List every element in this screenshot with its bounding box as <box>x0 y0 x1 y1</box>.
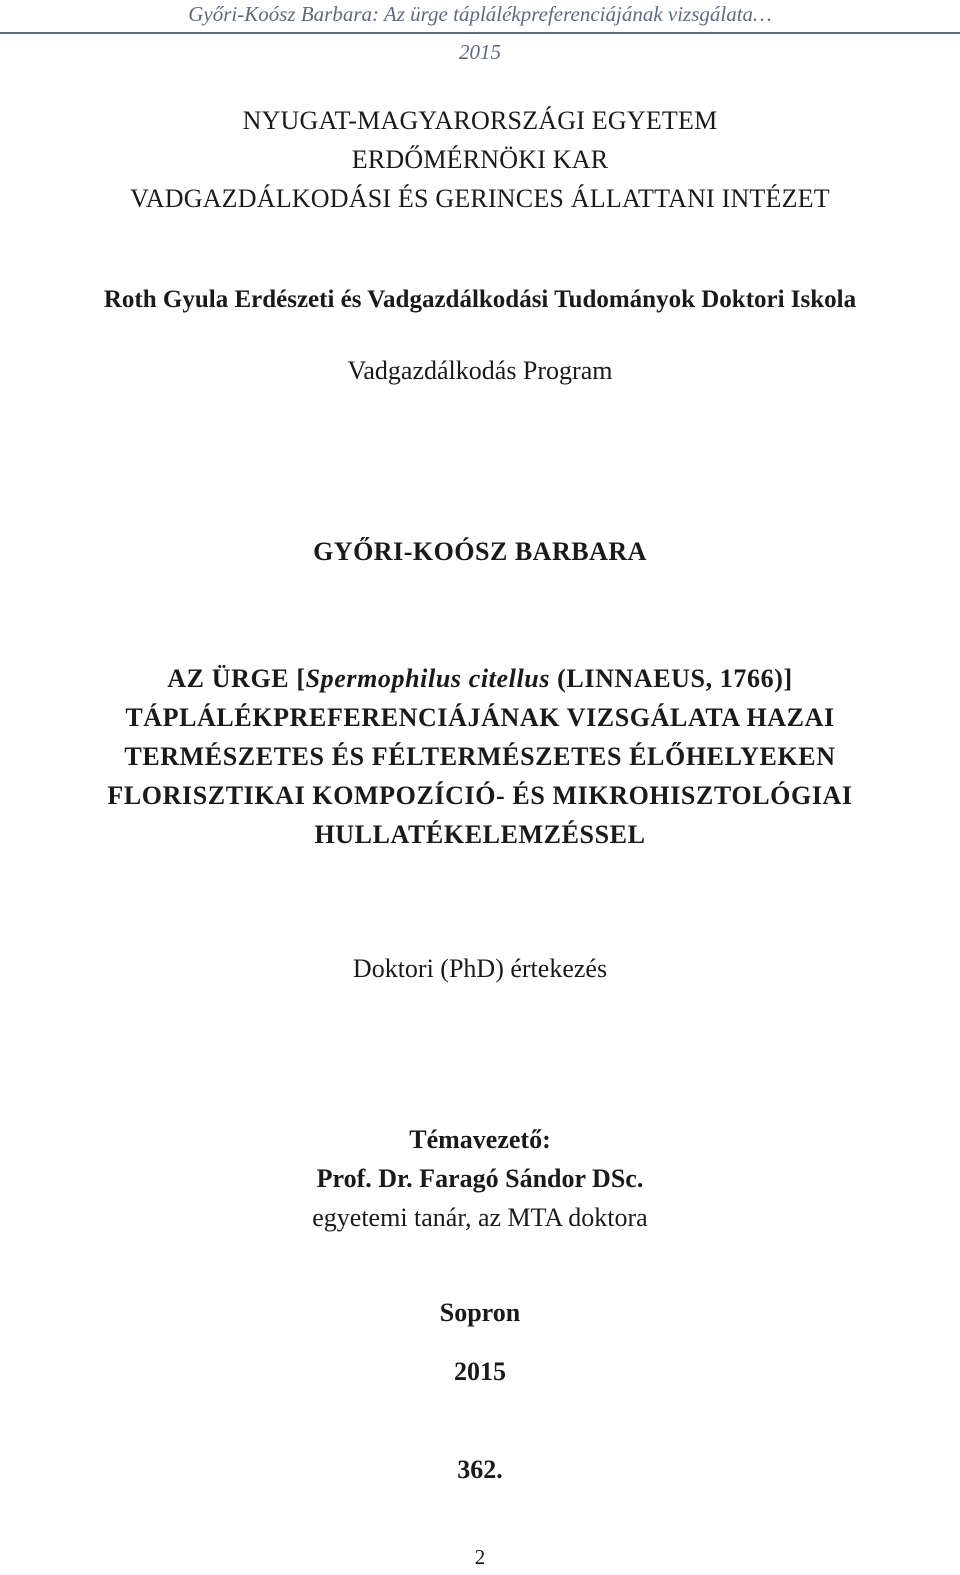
thesis-title <box>0 659 960 854</box>
university-name: NYUGAT-MAGYARORSZÁGI EGYETEM <box>242 106 718 135</box>
title-line-4: FLORISZTIKAI KOMPOZÍCIÓ- ÉS MIKROHISZTOLÓGIAI <box>107 781 853 810</box>
program-name: Vadgazdálkodás Program <box>347 356 613 385</box>
faculty-name: ERDŐMÉRNÖKI KAR <box>351 145 609 174</box>
degree-type: Doktori (PhD) értekezés <box>352 954 608 983</box>
city: Sopron <box>439 1298 521 1327</box>
institute-name: VADGAZDÁLKODÁSI ÉS GERINCES ÁLLATTANI INTÉZET <box>130 184 830 213</box>
supervisor-position: egyetemi tanár, az MTA doktora <box>312 1203 648 1232</box>
title-line-2: TÁPLÁLÉKPREFERENCIÁJÁNAK VIZSGÁLATA HAZAI <box>125 703 835 732</box>
year: 2015 <box>454 1357 506 1386</box>
supervisor-block <box>0 1120 960 1237</box>
supervisor-label: Témavezető: <box>409 1125 551 1154</box>
title-line-3: TERMÉSZETES ÉS FÉLTERMÉSZETES ÉLŐHELYEKEN <box>124 742 836 771</box>
header-rule <box>0 32 960 34</box>
title-line-5: HULLATÉKELEMZÉSSEL <box>314 820 646 849</box>
institution-block <box>0 101 960 218</box>
author-name: GYŐRI-KOÓSZ BARBARA <box>313 537 647 566</box>
doctoral-school: Roth Gyula Erdészeti és Vadgazdálkodási Tudományok Doktori Iskola <box>103 286 857 313</box>
running-header: Győri-Koósz Barbara: Az ürge táplálékpreferenciájának vizsgálata… <box>188 2 772 26</box>
supervisor-name: Prof. Dr. Faragó Sándor DSc. <box>316 1164 644 1193</box>
header-year: 2015 <box>459 40 501 64</box>
page-number: 2 <box>474 1545 486 1569</box>
title-line-1: AZ ÜRGE [Spermophilus citellus (LINNAEUS, 1766)] <box>167 664 793 693</box>
document-count: 362. <box>457 1455 503 1484</box>
species-name: Spermophilus citellus <box>305 664 551 693</box>
